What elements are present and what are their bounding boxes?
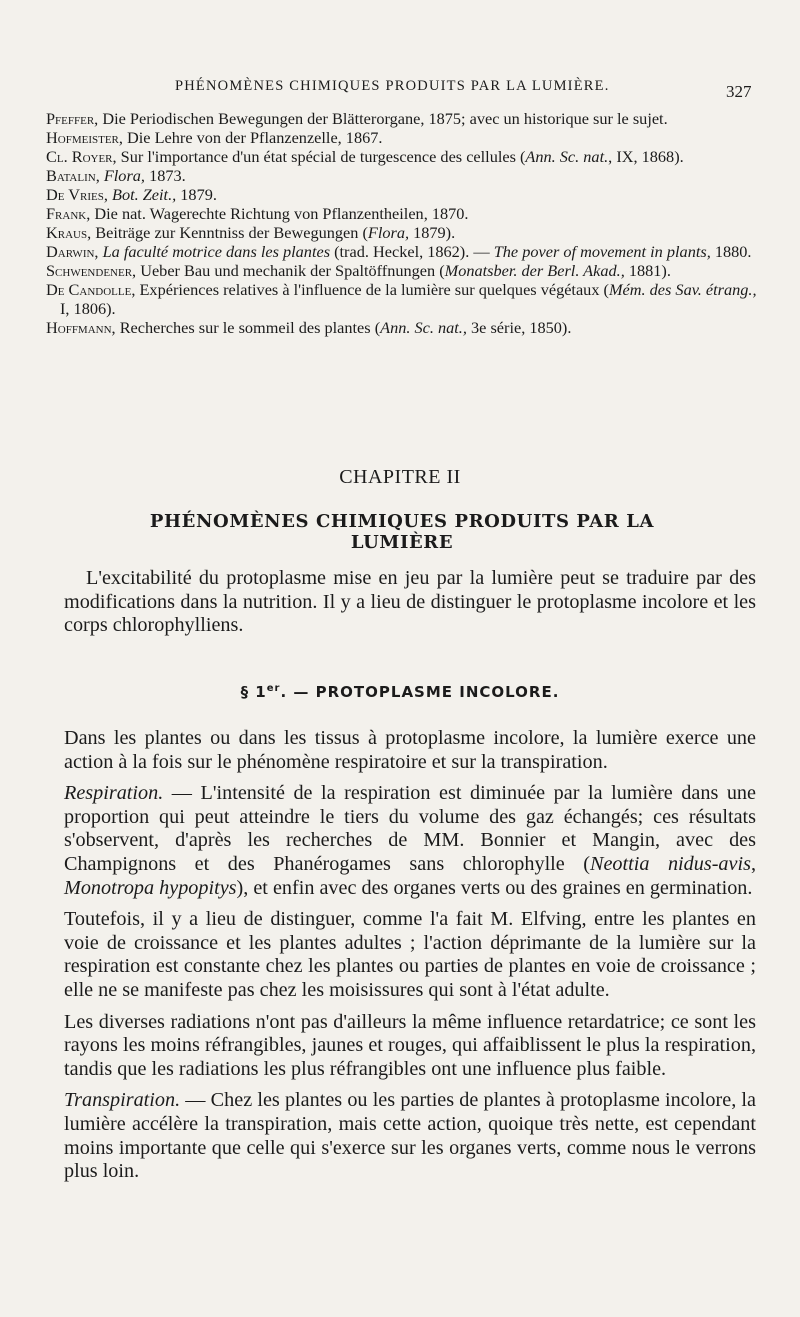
section-number-sup: er <box>266 683 281 694</box>
section-heading <box>0 683 800 701</box>
reference-text: Beiträge zur Kenntniss der Bewegungen ( <box>91 223 368 242</box>
chapter-title: CHAPITRE II <box>339 466 461 488</box>
species-neottia: Neottia nidus-avis <box>590 852 751 875</box>
chapter-subtitle: PHÉNOMÈNES CHIMIQUES PRODUITS PAR LA LUMIÈRE <box>149 511 655 553</box>
reference-author: Hoffmann, <box>46 318 116 337</box>
reference-text-tail: I, 1806). <box>60 299 116 318</box>
respiration-text-b: , <box>750 852 756 875</box>
reference-text: Die Periodischen Bewegungen der Blätterorgane, 1875; avec un historique sur le sujet. <box>98 109 668 128</box>
reference-item <box>46 185 758 204</box>
page-number: 327 <box>726 82 752 101</box>
reference-author: Batalin, <box>46 166 100 185</box>
reference-author: De Candolle, <box>46 280 136 299</box>
reference-author: Kraus, <box>46 223 92 242</box>
section-number: § 1 <box>240 683 267 701</box>
respiration-lead: Respiration. <box>64 782 164 805</box>
paragraph-1: Dans les plantes ou dans les tissus à protoplasme incolore, la lumière exerce une action à la fois sur le phénomène respiratoire et sur la transpiration. <box>64 727 756 773</box>
reference-journal: Flora, <box>367 223 410 242</box>
reference-journal: Monatsber. der Berl. Akad., <box>444 261 625 280</box>
intro-paragraph: L'excitabilité du protoplasme mise en jeu par la lumière peut se traduire par des modifications dans la nutrition. Il y a lieu de distinguer le protoplasme incolore et les corps chlorophylliens. <box>64 567 756 637</box>
reference-item <box>46 109 758 128</box>
reference-author: Schwendener, <box>46 261 137 280</box>
reference-author: Hofmeister, <box>46 128 123 147</box>
paragraph-elfving: Toutefois, il y a lieu de distinguer, comme l'a fait M. Elfving, entre les plantes en voie de croissance et les plantes adultes ; l'action déprimante de la lumière sur la respiration est constante chez les plantes ou parties de plantes en voie de croissance ; elle ne se manifeste pas chez les moisissures qui sont à l'état adulte. <box>64 908 756 1001</box>
reference-text-tail-2: 1880. <box>710 242 752 261</box>
reference-text: Ueber Bau und mechanik der Spaltöffnungen ( <box>136 261 445 280</box>
transpiration-text: — Chez les plantes ou les parties de plantes à protoplasme incolore, la lumière accélère la transpiration, mais cette action, quoique très nette, est cependant moins importante que celle qui s'exerce sur les organes verts, comme nous le verrons plus loin. <box>64 1089 756 1183</box>
reference-text-tail: , IX, 1868). <box>608 147 684 166</box>
running-head-title: PHÉNOMÈNES CHIMIQUES PRODUITS PAR LA LUMIÈRE. <box>175 78 610 94</box>
reference-text-tail: 3e série, 1850). <box>466 318 572 337</box>
reference-text: Die nat. Wagerechte Richtung von Pflanzentheilen, 1870. <box>90 204 469 223</box>
reference-item <box>46 261 758 280</box>
reference-title: La faculté motrice dans les plantes <box>102 242 331 261</box>
paragraph-transpiration <box>64 1089 756 1183</box>
reference-text-tail: 1879. <box>176 185 217 204</box>
running-head <box>0 78 800 102</box>
reference-text-tail: 1879). <box>409 223 456 242</box>
reference-item <box>46 242 758 261</box>
reference-author: Cl. Royer, <box>46 147 117 166</box>
species-monotropa: Monotropa hypopitys <box>64 876 237 899</box>
reference-item <box>46 280 758 318</box>
reference-item <box>46 204 758 223</box>
reference-author: Pfeffer, <box>46 109 99 128</box>
reference-item <box>46 318 758 337</box>
reference-author: Frank, <box>46 204 91 223</box>
intro-section <box>64 567 756 638</box>
reference-item <box>46 223 758 242</box>
reference-journal: Flora, <box>103 166 146 185</box>
respiration-text-c: ), et enfin avec des organes verts ou des graines en germination. <box>236 876 753 899</box>
paragraph-radiations: Les diverses radiations n'ont pas d'ailleurs la même influence retardatrice; ce sont les rayons les moins réfrangibles, jaunes et rouges, qui affaiblissent le plus la respiration, tandis que les radiations les plus réfrangibles ont une influence plus faible. <box>64 1010 756 1080</box>
reference-text: Sur l'importance d'un état spécial de turgescence des cellules ( <box>116 147 526 166</box>
transpiration-lead: Transpiration. <box>64 1089 181 1112</box>
reference-journal: Ann. Sc. nat. <box>525 147 609 166</box>
reference-text: Die Lehre von der Pflanzenzelle, 1867. <box>122 128 383 147</box>
reference-title-2: The pover of movement in plants, <box>493 242 711 261</box>
reference-text: Recherches sur le sommeil des plantes ( <box>115 318 381 337</box>
reference-journal: Mém. des Sav. étrang., <box>608 280 757 299</box>
paragraph-respiration <box>64 782 756 900</box>
reference-item <box>46 166 758 185</box>
reference-item <box>46 147 758 166</box>
section-title: . — PROTOPLASME INCOLORE. <box>280 683 560 701</box>
respiration-text-a: — L'intensité de la respiration est diminuée par la lumière dans une proportion qui peut atteindre le tiers du volume des gaz échangés; ces résultats s'observent, d'après les recherches de MM. Bonnier et Mangin, avec des Champignons et des Phanérogames sans chlorophylle ( <box>64 782 756 875</box>
reference-text-tail: 1881). <box>624 261 671 280</box>
reference-text-tail: 1873. <box>145 166 186 185</box>
bibliography-list <box>46 109 758 337</box>
reference-author: Darwin, <box>46 242 99 261</box>
reference-journal: Bot. Zeit., <box>112 185 177 204</box>
reference-author: De Vries, <box>46 185 108 204</box>
reference-item <box>46 128 758 147</box>
reference-text: Expériences relatives à l'influence de la lumière sur quelques végétaux ( <box>135 280 609 299</box>
reference-journal: Ann. Sc. nat., <box>380 318 467 337</box>
reference-text-tail: (trad. Heckel, 1862). — <box>330 242 494 261</box>
section-body <box>64 727 756 1192</box>
